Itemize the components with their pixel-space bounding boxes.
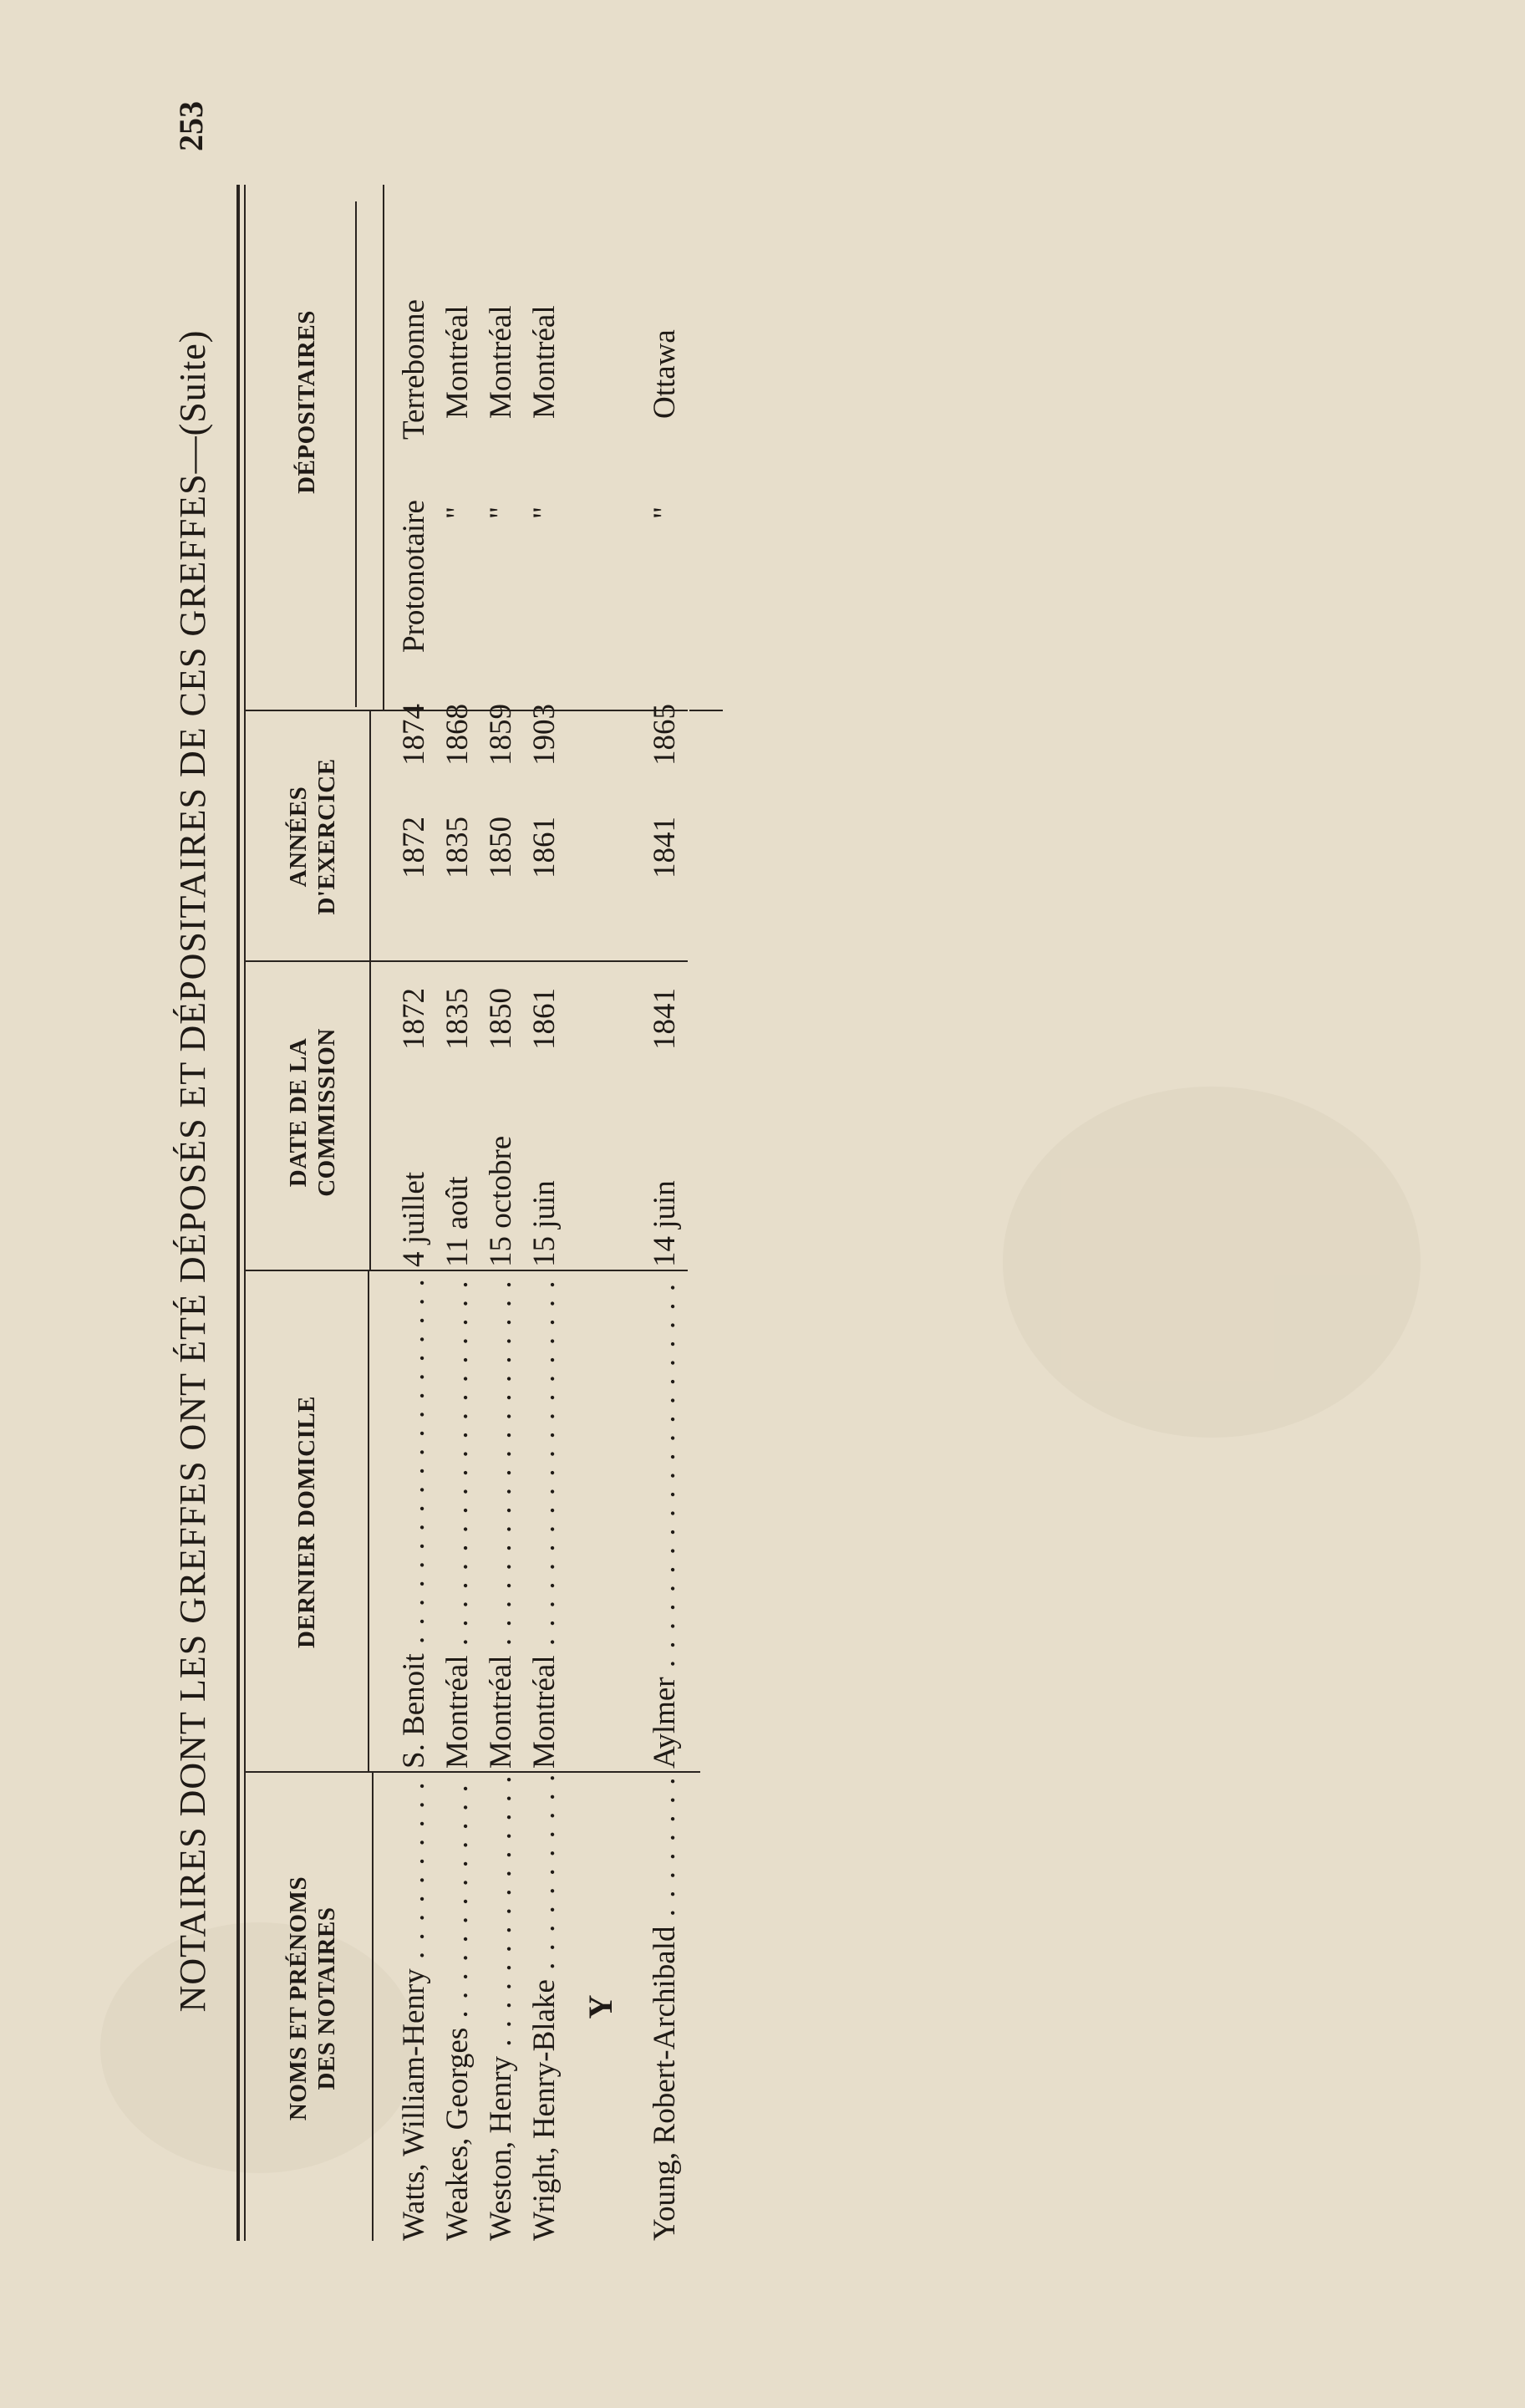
- notary-name: Weakes, Georges . . .: [436, 1773, 480, 2241]
- exercise-to: 1903: [527, 704, 562, 766]
- commission-year: 1861: [527, 988, 562, 1050]
- page-header: [171, 101, 230, 2241]
- header-names: NOMS ET PRÉNOMS DES NOTAIRES: [285, 1876, 340, 2121]
- depositary-place: Montréal: [484, 305, 518, 419]
- commission-date: 15 juin: [527, 1180, 562, 1267]
- header-depositaires: DÉPOSITAIRES: [293, 310, 320, 494]
- commission-date: 4 juillet: [397, 1171, 431, 1267]
- depositary-title: ": [440, 506, 475, 519]
- last-domicile: Aylmer . . .: [643, 1271, 687, 1769]
- last-domicile: Montréal . . .: [480, 1271, 523, 1769]
- exercise-to: 1865: [648, 704, 682, 766]
- exercise-from: 1850: [484, 817, 518, 878]
- commission-date: 14 juin: [648, 1180, 682, 1267]
- commission-year: 1872: [397, 988, 431, 1050]
- commission-year: 1850: [484, 988, 518, 1050]
- commission-date: 15 octobre: [484, 1135, 518, 1267]
- commission-date: 11 août: [440, 1176, 475, 1267]
- last-domicile: Montréal . . .: [523, 1271, 567, 1769]
- page-title: NOTAIRES DONT LES GREFFES ONT ÉTÉ DÉPOSÉS ET DÉPOSITAIRES DE CES GREFFES—(Suite): [172, 329, 213, 2013]
- depositary-place: Terrebonne: [397, 299, 431, 440]
- depositary-place: Ottawa: [648, 329, 682, 419]
- exercise-from: 1861: [527, 817, 562, 878]
- header-domicile: DERNIER DOMICILE: [293, 1395, 320, 1649]
- depositary-title: ": [527, 506, 562, 519]
- top-rule-thick: [236, 185, 240, 2241]
- depositary-place: Montréal: [527, 305, 562, 419]
- exercise-from: 1841: [648, 817, 682, 878]
- notary-name: Watts, William-Henry . . .: [393, 1773, 436, 2241]
- exercise-from: 1835: [440, 817, 475, 878]
- header-commission-date: DATE DE LA COMMISSION: [285, 1028, 340, 1197]
- header-years: ANNÉES D'EXERCICE: [285, 758, 340, 915]
- depositary-place: Montréal: [440, 305, 475, 419]
- notary-name: Weston, Henry . . .: [480, 1773, 523, 2241]
- exercise-to: 1859: [484, 704, 518, 766]
- header-bottom-rule: [372, 1773, 374, 2241]
- header-bottom-rule: [369, 711, 371, 1271]
- top-rule-thin: [244, 185, 246, 2241]
- last-domicile: S. Benoit . . .: [393, 1271, 436, 1769]
- depositary-title: ": [648, 506, 682, 519]
- commission-year: 1841: [648, 988, 682, 1050]
- exercise-from: 1872: [397, 817, 431, 878]
- years-subheader-rule: [355, 201, 357, 707]
- section-letter-y: Y: [582, 1994, 619, 2019]
- page-number: 253: [172, 101, 210, 151]
- exercise-to: 1868: [440, 704, 475, 766]
- notary-name: Young, Robert-Archibald . . .: [643, 1773, 687, 2241]
- depositary-title: ": [484, 506, 518, 519]
- depositary-title: Protonotaire: [397, 500, 431, 653]
- last-domicile: Montréal . . .: [436, 1271, 480, 1769]
- col-separator-bottom: [689, 710, 723, 711]
- header-bottom-rule: [368, 1271, 369, 1773]
- commission-year: 1835: [440, 988, 475, 1050]
- header-bottom-rule: [383, 185, 384, 711]
- exercise-to: 1874: [397, 704, 431, 766]
- notary-name: Wright, Henry-Blake . . .: [523, 1773, 567, 2241]
